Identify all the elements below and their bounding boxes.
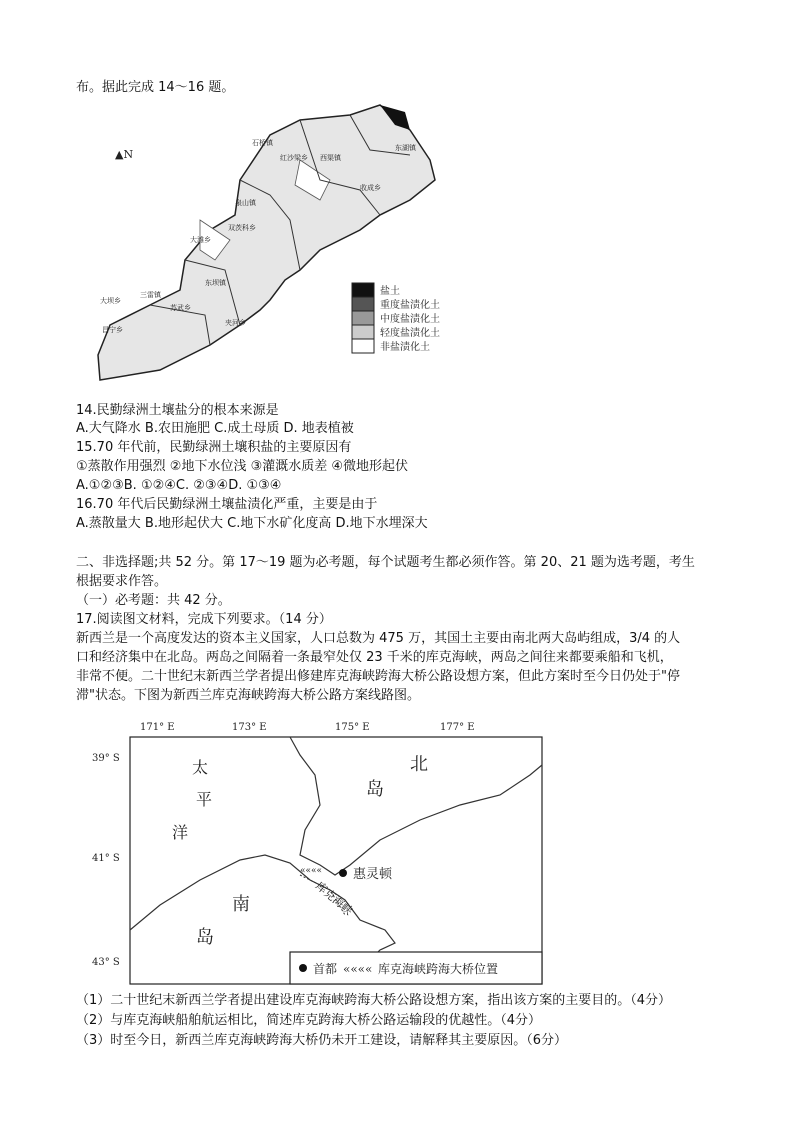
- q17-sub3: （3）时至今日，新西兰库克海峡跨海大桥仍未开工建设，请解释其主要原因。（6分）: [76, 1033, 568, 1048]
- town-label: 大滩乡: [190, 236, 211, 244]
- ocean-label: 太: [192, 758, 209, 777]
- q17-para-4: 滞"状态。下图为新西兰库克海峡跨海大桥公路方案线路图。: [76, 688, 420, 703]
- legend-1: [352, 283, 440, 353]
- q14-stem: 14.民勤绿洲土壤盐分的根本来源是: [76, 403, 279, 418]
- legend-item: 轻度盐渍化土: [380, 328, 440, 339]
- town-label: 东坝镇: [205, 279, 226, 287]
- south-island-label: 南: [232, 894, 250, 915]
- town-label: 苏武乡: [170, 304, 191, 312]
- lon-177: 177° E: [440, 722, 475, 733]
- q17-sub2: （2）与库克海峡船舶航运相比，简述库克跨海大桥公路运输段的优越性。（4分）: [76, 1013, 542, 1028]
- town-label: 石桥镇: [252, 139, 273, 147]
- lat-43: 43° S: [92, 957, 120, 968]
- svg-text:岛: 岛: [366, 779, 384, 800]
- north-label: N: [123, 148, 134, 161]
- lat-41: 41° S: [92, 853, 120, 864]
- town-label: 昌宁乡: [102, 326, 123, 334]
- q17-para-3: 非常不便。二十世纪末新西兰学者提出修建库克海峡跨海大桥公路设想方案，但此方案时至今日仍处于"停: [76, 669, 680, 684]
- q17-sub1: （1）二十世纪末新西兰学者提出建设库克海峡跨海大桥公路设想方案，指出该方案的主要目的。（4分）: [76, 993, 672, 1008]
- section2-sub: （一）必考题：共 42 分。: [76, 593, 231, 608]
- north-arrow: ▲N: [115, 148, 134, 161]
- q17-para-1: 新西兰是一个高度发达的资本主义国家，人口总数为 475 万，其国土主要由南北两大岛屿组成，3/4 的人: [76, 631, 681, 646]
- lat-39: 39° S: [92, 753, 120, 764]
- minqin-soil-map: [0, 100, 794, 400]
- section2-line2: 根据要求作答。: [76, 574, 168, 589]
- q15-stem: 15.70 年代前，民勤绿洲土壤积盐的主要原因有: [76, 440, 352, 455]
- q17-para-2: 口和经济集中在北岛。两岛之间隔着一条最窄处仅 23 千米的库克海峡，两岛之间往来都要乘船和飞机，: [76, 650, 673, 665]
- lon-171: 171° E: [140, 722, 175, 733]
- svg-text:平: 平: [196, 790, 213, 809]
- legend-item: 重度盐渍化土: [380, 300, 440, 311]
- q16-options: A.蒸散量大 B.地形起伏大 C.地下水矿化度高 D.地下水埋深大: [76, 516, 428, 531]
- town-label: 三雷镇: [140, 291, 161, 299]
- q16-stem: 16.70 年代后民勤绿洲土壤盐渍化严重，主要是由于: [76, 497, 378, 512]
- q15-options: A.①②③B. ①②④C. ②③④D. ①③④: [76, 478, 282, 493]
- wellington-dot: [339, 869, 347, 877]
- town-label: 大坝乡: [100, 297, 121, 305]
- town-label: 西渠镇: [320, 154, 341, 162]
- legend-item: 盐土: [380, 286, 400, 297]
- north-island-label: 北: [410, 754, 428, 775]
- town-label: 夹河乡: [225, 319, 246, 327]
- lon-173: 173° E: [232, 722, 267, 733]
- town-label: 泉山镇: [235, 199, 256, 207]
- town-label: 红沙梁乡: [280, 154, 308, 162]
- town-label: 东湖镇: [395, 144, 416, 152]
- q17-title: 17.阅读图文材料，完成下列要求。（14 分）: [76, 612, 332, 627]
- legend-capital: 首都: [313, 962, 338, 976]
- legend-bridge: 库克海峡跨海大桥位置: [378, 962, 499, 976]
- q14-options: A.大气降水 B.农田施肥 C.成土母质 D. 地表植被: [76, 421, 354, 436]
- svg-text:岛: 岛: [196, 927, 214, 948]
- strait-label: 库克海峡: [313, 879, 356, 918]
- intro-line: 布。据此完成 14～16 题。: [76, 80, 235, 95]
- bridge-marker: ««««: [300, 866, 323, 876]
- q15-items: ①蒸散作用强烈 ②地下水位浅 ③灌溉水质差 ④微地形起伏: [76, 459, 409, 474]
- capital-label: 惠灵顿: [353, 867, 393, 882]
- svg-text:洋: 洋: [172, 823, 189, 842]
- town-label: 收成乡: [360, 184, 381, 192]
- legend-bridge-symbol: ««««: [343, 962, 373, 976]
- town-label: 双茨科乡: [228, 224, 256, 232]
- legend-item: 中度盐渍化土: [380, 314, 440, 325]
- new-zealand-map: [0, 715, 794, 985]
- section2-line1: 二、非选择题;共 52 分。第 17～19 题为必考题，每个试题考生都必须作答。第 20、21 题为选考题，考生: [76, 555, 695, 570]
- legend-item: 非盐渍化土: [380, 342, 430, 353]
- lon-175: 175° E: [335, 722, 370, 733]
